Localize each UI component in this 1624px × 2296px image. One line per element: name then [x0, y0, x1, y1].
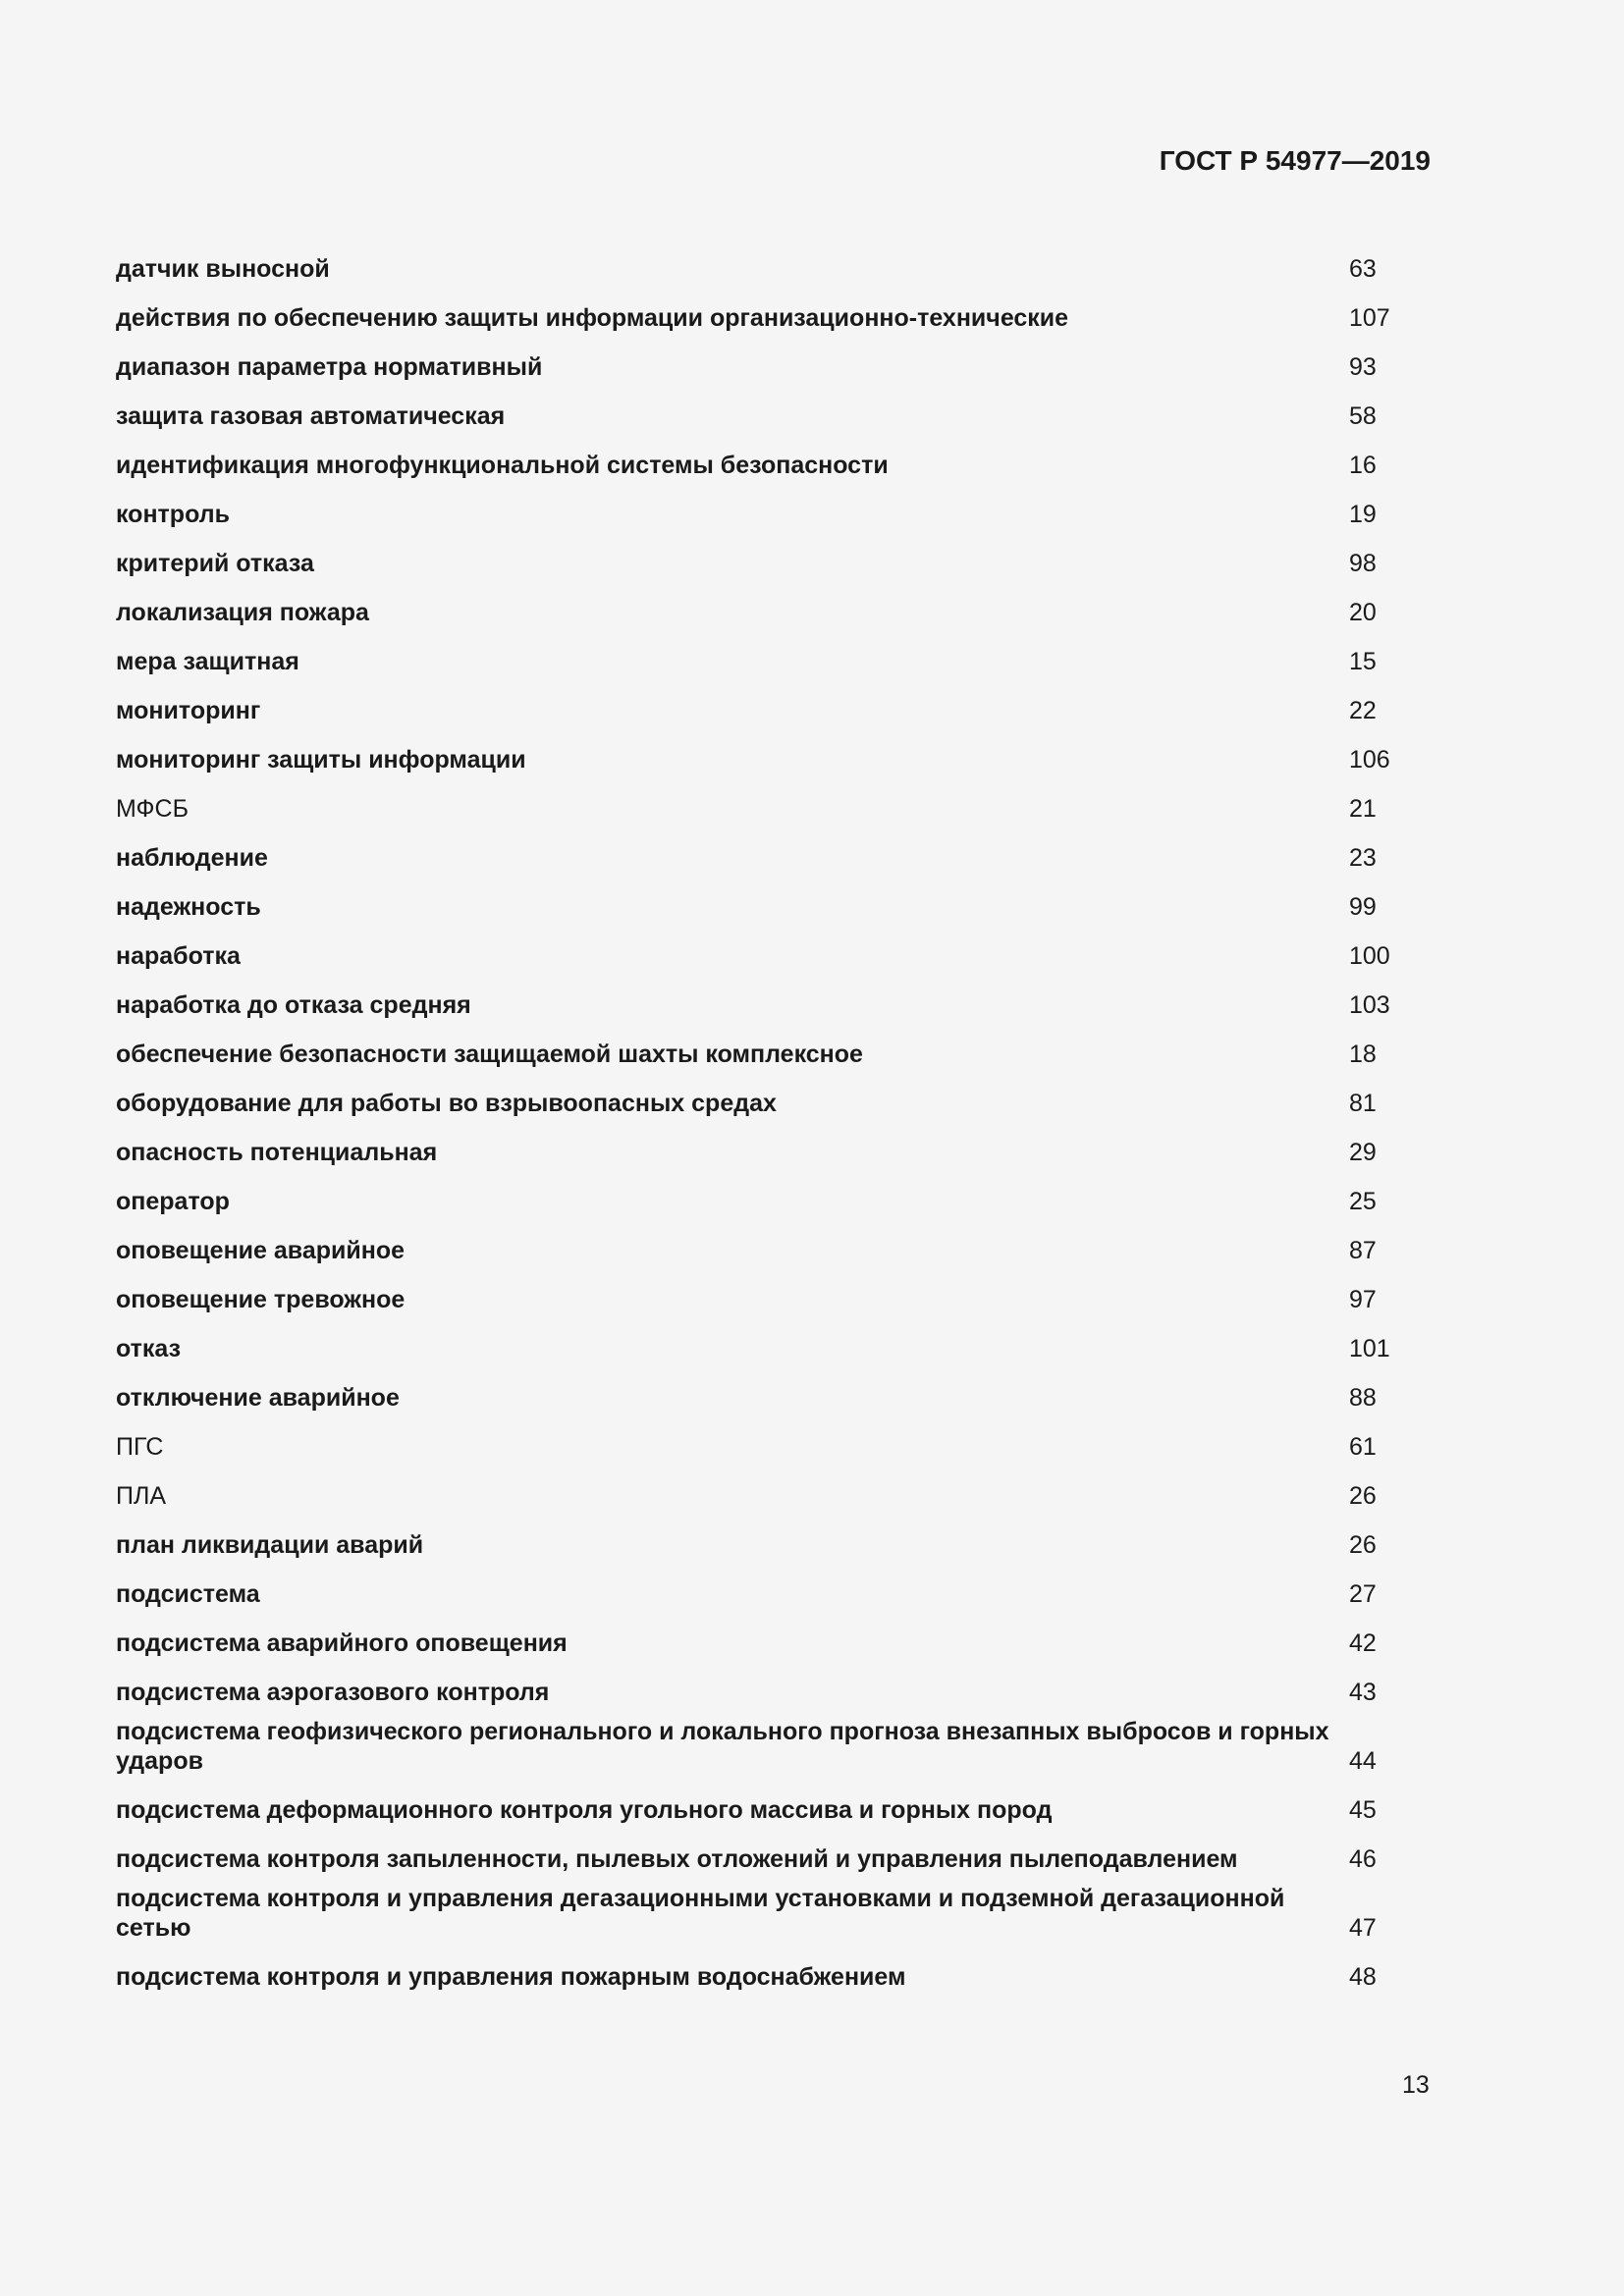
index-term: надежность: [116, 893, 261, 921]
index-page-ref: 21: [1349, 795, 1377, 823]
index-page-ref: 93: [1349, 353, 1377, 381]
index-term: мониторинг: [116, 697, 261, 724]
index-page-ref: 26: [1349, 1482, 1377, 1510]
index-entry: [116, 1565, 1392, 1614]
index-term: наработка: [116, 942, 241, 970]
index-page-ref: 15: [1349, 648, 1377, 675]
index-entry: [116, 1123, 1392, 1172]
index-entry: [116, 1417, 1392, 1467]
index-term: оборудование для работы во взрывоопасных средах: [116, 1090, 777, 1117]
index-page-ref: 106: [1349, 746, 1390, 774]
index-page-ref: 26: [1349, 1531, 1377, 1559]
index-entry: [116, 779, 1392, 828]
index-entry: [116, 1025, 1392, 1074]
index-page-ref: 45: [1349, 1796, 1377, 1824]
index-term: подсистема: [116, 1580, 260, 1608]
index-entry: [116, 1270, 1392, 1319]
index-page-ref: 81: [1349, 1090, 1377, 1117]
index-entry: [116, 1368, 1392, 1417]
index-entry: [116, 436, 1392, 485]
index-page-ref: 100: [1349, 942, 1390, 970]
index-term: датчик выносной: [116, 255, 330, 283]
index-page-ref: 63: [1349, 255, 1377, 283]
index-term: подсистема контроля запыленности, пылевых отложений и управления пылеподавлением: [116, 1845, 1238, 1873]
index-entry: [116, 976, 1392, 1025]
index-term: действия по обеспечению защиты информации организационно-технические: [116, 304, 1069, 332]
index-term: критерий отказа: [116, 550, 314, 577]
index-entry: [116, 485, 1392, 534]
index-term: подсистема деформационного контроля угольного массива и горных пород: [116, 1796, 1053, 1824]
index-page-ref: 87: [1349, 1237, 1377, 1264]
index-term: наработка до отказа средняя: [116, 991, 471, 1019]
index-page-ref: 107: [1349, 304, 1390, 332]
index-entry: [116, 1948, 1392, 1997]
index-term: ПЛА: [116, 1482, 167, 1510]
index-page-ref: 42: [1349, 1629, 1377, 1657]
index-page-ref: 18: [1349, 1041, 1377, 1068]
index-entry: [116, 681, 1392, 730]
index-entry: [116, 1879, 1392, 1948]
index-term: оповещение тревожное: [116, 1286, 406, 1313]
index-term: обеспечение безопасности защищаемой шахты комплексное: [116, 1041, 863, 1068]
index-page-ref: 19: [1349, 501, 1377, 528]
index-entry: [116, 1516, 1392, 1565]
index-term: защита газовая автоматическая: [116, 402, 506, 430]
index-term: подсистема контроля и управления дегазационными установками и подземной дегазационной сетью: [116, 1885, 1285, 1942]
index-entry: [116, 730, 1392, 779]
index-page-ref: 44: [1349, 1747, 1377, 1775]
index-entry: [116, 1663, 1392, 1712]
index-term: оповещение аварийное: [116, 1237, 406, 1264]
index-entry: [116, 338, 1392, 387]
index-entry: [116, 534, 1392, 583]
index-entry: [116, 1467, 1392, 1516]
index-page-ref: 103: [1349, 991, 1390, 1019]
index-page-ref: 20: [1349, 599, 1377, 626]
index-term: опасность потенциальная: [116, 1139, 438, 1166]
index-term: мера защитная: [116, 648, 299, 675]
index-term: подсистема геофизического регионального и локального прогноза внезапных выбросов и горных ударов: [116, 1718, 1329, 1775]
index-entry: [116, 878, 1392, 927]
index-term: ПГС: [116, 1433, 164, 1461]
page-number: 13: [1402, 2071, 1430, 2099]
document-id: ГОСТ Р 54977—2019: [1159, 145, 1431, 176]
index-term: план ликвидации аварий: [116, 1531, 424, 1559]
index-entry: [116, 927, 1392, 976]
index-page-ref: 101: [1349, 1335, 1390, 1362]
index-page-ref: 27: [1349, 1580, 1377, 1608]
index-term: МФСБ: [116, 795, 189, 823]
index-list: [116, 240, 1392, 1997]
index-page-ref: 47: [1349, 1914, 1377, 1942]
index-page-ref: 48: [1349, 1963, 1377, 1991]
index-page-ref: 61: [1349, 1433, 1377, 1461]
index-entry: [116, 1172, 1392, 1221]
index-term: локализация пожара: [116, 599, 369, 626]
index-entry: [116, 1319, 1392, 1368]
index-page-ref: 43: [1349, 1679, 1377, 1706]
index-entry: [116, 828, 1392, 878]
index-page-ref: 16: [1349, 452, 1377, 479]
index-page-ref: 46: [1349, 1845, 1377, 1873]
index-entry: [116, 1614, 1392, 1663]
index-term: подсистема контроля и управления пожарным водоснабжением: [116, 1963, 906, 1991]
index-entry: [116, 387, 1392, 436]
index-page-ref: 25: [1349, 1188, 1377, 1215]
index-term: идентификация многофункциональной системы безопасности: [116, 452, 889, 479]
index-entry: [116, 632, 1392, 681]
index-page-ref: 99: [1349, 893, 1377, 921]
index-term: диапазон параметра нормативный: [116, 353, 543, 381]
index-term: мониторинг защиты информации: [116, 746, 526, 774]
index-page-ref: 29: [1349, 1139, 1377, 1166]
index-entry: [116, 289, 1392, 338]
index-entry: [116, 1074, 1392, 1123]
index-term: наблюдение: [116, 844, 268, 872]
index-term: отключение аварийное: [116, 1384, 400, 1412]
index-entry: [116, 1781, 1392, 1830]
index-page-ref: 23: [1349, 844, 1377, 872]
index-page-ref: 88: [1349, 1384, 1377, 1412]
index-page-ref: 97: [1349, 1286, 1377, 1313]
index-term: подсистема аэрогазового контроля: [116, 1679, 550, 1706]
index-page-ref: 58: [1349, 402, 1377, 430]
index-entry: [116, 1712, 1392, 1781]
index-page-ref: 22: [1349, 697, 1377, 724]
index-term: подсистема аварийного оповещения: [116, 1629, 568, 1657]
index-page-ref: 98: [1349, 550, 1377, 577]
index-entry: [116, 240, 1392, 289]
index-term: отказ: [116, 1335, 182, 1362]
index-entry: [116, 1830, 1392, 1879]
index-term: оператор: [116, 1188, 230, 1215]
index-term: контроль: [116, 501, 230, 528]
index-entry: [116, 583, 1392, 632]
index-entry: [116, 1221, 1392, 1270]
